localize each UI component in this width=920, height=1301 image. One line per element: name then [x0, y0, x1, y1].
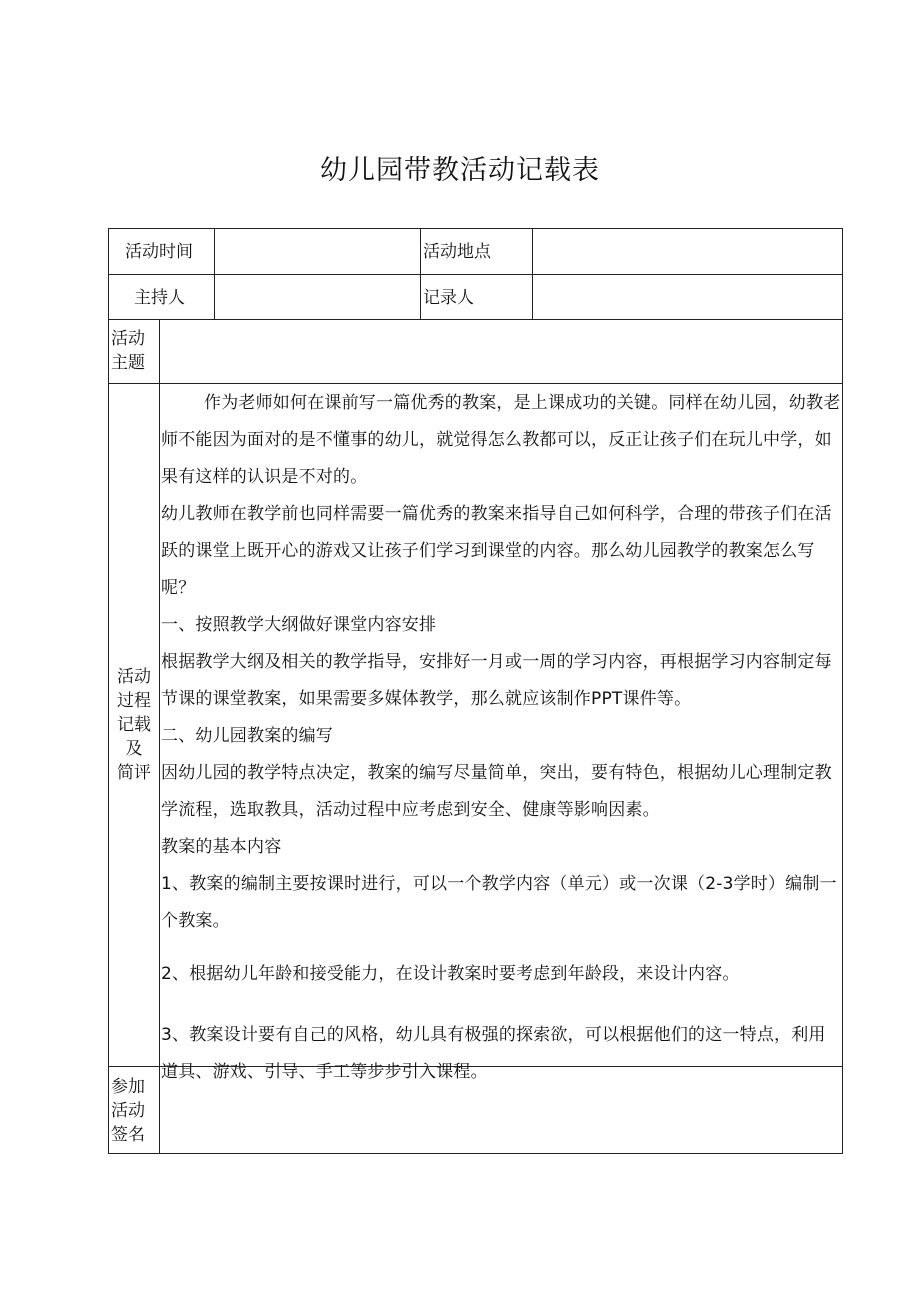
list-item: 3、教案设计要有自己的风格，幼儿具有极强的探索欲，可以根据他们的这一特点，利用道具、游戏、引导、手工等步步引入课程。: [161, 1025, 826, 1082]
signature-field[interactable]: [169, 1097, 829, 1121]
section-heading: 二、幼儿园教案的编写: [161, 726, 333, 746]
column-divider: [159, 319, 160, 1153]
activity-place-label: 活动地点: [423, 242, 491, 262]
list-item: 1、教案的编制主要按课时进行，可以一个教学内容（单元）或一次课（2-3学时）编制一个教案。: [161, 874, 837, 931]
list-item: 2、根据幼儿年龄和接受能力，在设计教案时要考虑到年龄段，来设计内容。: [161, 964, 740, 984]
recorder-label: 记录人: [423, 288, 474, 308]
paragraph: 幼儿教师在教学前也同样需要一篇优秀的教案来指导自己如何科学，合理的带孩子们在活跃的课堂上既开心的游戏又让孩子们学习到课堂的内容。那么幼儿园教学的教案怎么写呢？: [161, 504, 832, 598]
activity-time-label: 活动时间: [125, 242, 193, 262]
row-divider: [109, 274, 842, 275]
signature-label: 参加 活动 签名: [111, 1077, 145, 1145]
paragraph: 因幼儿园的教学特点决定，教案的编写尽量简单，突出，要有特色，根据幼儿心理制定教学流程，选取教具，活动过程中应考虑到安全、健康等影响因素。: [161, 763, 832, 820]
page-title: 幼儿园带教活动记载表: [320, 155, 600, 186]
activity-time-field[interactable]: [227, 240, 413, 264]
row-divider: [109, 319, 842, 320]
row-divider: [109, 383, 842, 384]
column-divider: [420, 229, 421, 319]
activity-topic-field[interactable]: [169, 339, 829, 363]
paragraph: 根据教学大纲及相关的教学指导，安排好一月或一周的学习内容，再根据学习内容制定每节课的课堂教案，如果需要多媒体教学，那么就应该制作PPT课件等。: [161, 652, 832, 709]
process-record-label: 活动 过程 记载 及 简评: [117, 667, 151, 783]
column-divider: [532, 229, 533, 319]
column-divider: [214, 229, 215, 319]
section-heading: 教案的基本内容: [161, 837, 282, 857]
activity-record-form: [108, 228, 843, 1154]
activity-topic-label: 活动 主题: [111, 329, 145, 373]
process-record-content: [161, 385, 841, 1091]
host-field[interactable]: [227, 286, 413, 310]
activity-place-field[interactable]: [541, 240, 831, 264]
recorder-field[interactable]: [541, 286, 831, 310]
paragraph: 作为老师如何在课前写一篇优秀的教案，是上课成功的关键。同样在幼儿园，幼教老师不能因为面对的是不懂事的幼儿，就觉得怎么教都可以，反正让孩子们在玩儿中学，如果有这样的认识是不对的。: [161, 393, 841, 487]
host-label: 主持人: [134, 288, 185, 308]
section-heading: 一、按照教学大纲做好课堂内容安排: [161, 615, 437, 635]
